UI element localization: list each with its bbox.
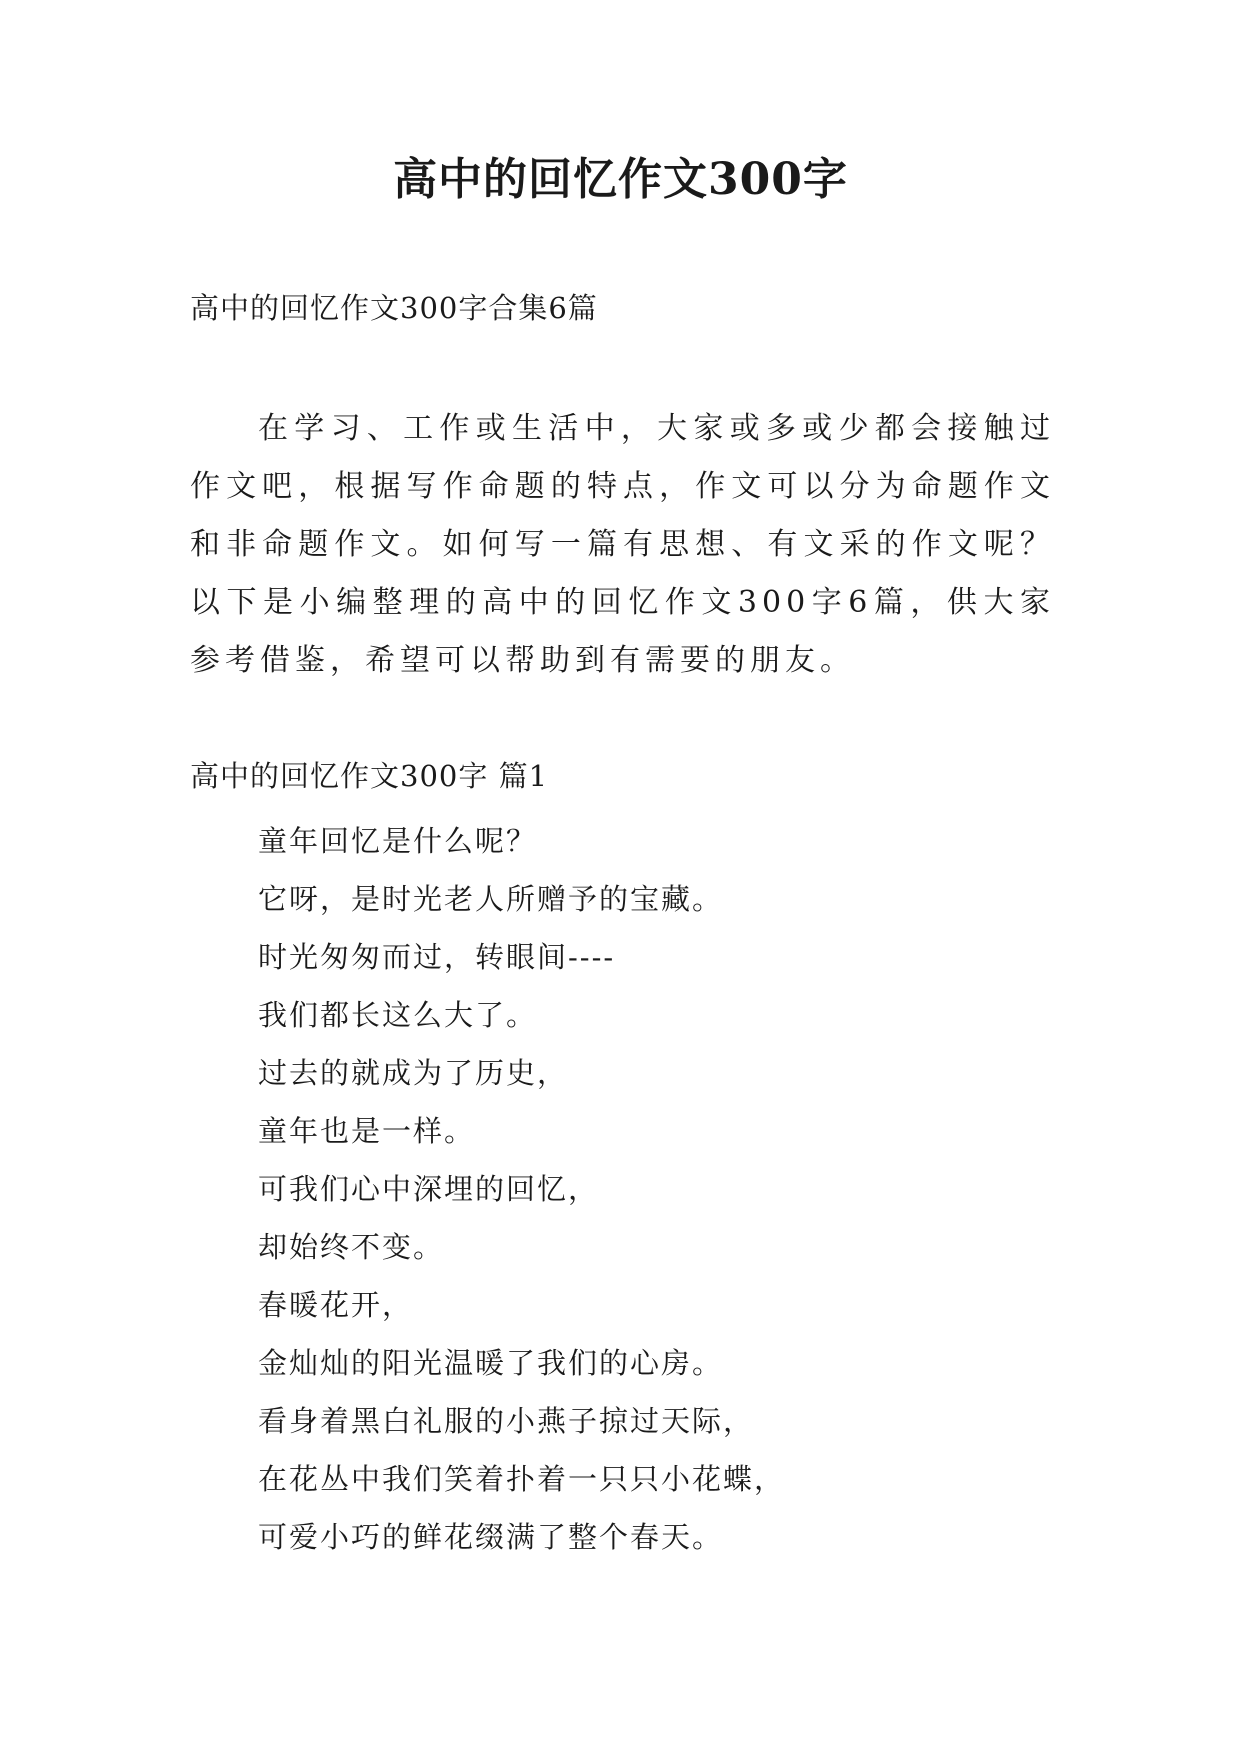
intro-paragraph: 在学习、工作或生活中，大家或多或少都会接触过作文吧，根据写作命题的特点，作文可以分为命题作文和非命题作文。如何写一篇有思想、有文采的作文呢？以下是小编整理的高中的回忆作文300字6篇，供大家参考借鉴，希望可以帮助到有需要的朋友。 [190, 411, 1055, 678]
document-title: 高中的回忆作文300字 [393, 154, 848, 205]
poem-line: 在花丛中我们笑着扑着一只只小花蝶， [258, 1462, 786, 1496]
poem-lines [258, 812, 785, 1566]
poem-line: 看身着黑白礼服的小燕子掠过天际， [258, 1404, 755, 1438]
section-heading: 高中的回忆作文300字 篇1 [190, 759, 549, 793]
poem-line: 我们都长这么大了。 [258, 998, 538, 1032]
poem-line: 春暖花开， [258, 1288, 414, 1322]
poem-line: 过去的就成为了历史， [258, 1056, 569, 1090]
poem-line: 可爱小巧的鲜花缀满了整个春天。 [258, 1520, 724, 1554]
poem-line: 童年回忆是什么呢？ [258, 824, 538, 858]
poem-line: 可我们心中深埋的回忆， [258, 1172, 600, 1206]
poem-line: 童年也是一样。 [258, 1114, 476, 1148]
poem-line: 金灿灿的阳光温暖了我们的心房。 [258, 1346, 724, 1380]
poem-line: 时光匆匆而过，转眼间---- [258, 940, 616, 974]
document-subtitle: 高中的回忆作文300字合集6篇 [190, 291, 598, 325]
poem-line: 却始终不变。 [258, 1230, 445, 1264]
poem-line: 它呀，是时光老人所赠予的宝藏。 [258, 882, 724, 916]
